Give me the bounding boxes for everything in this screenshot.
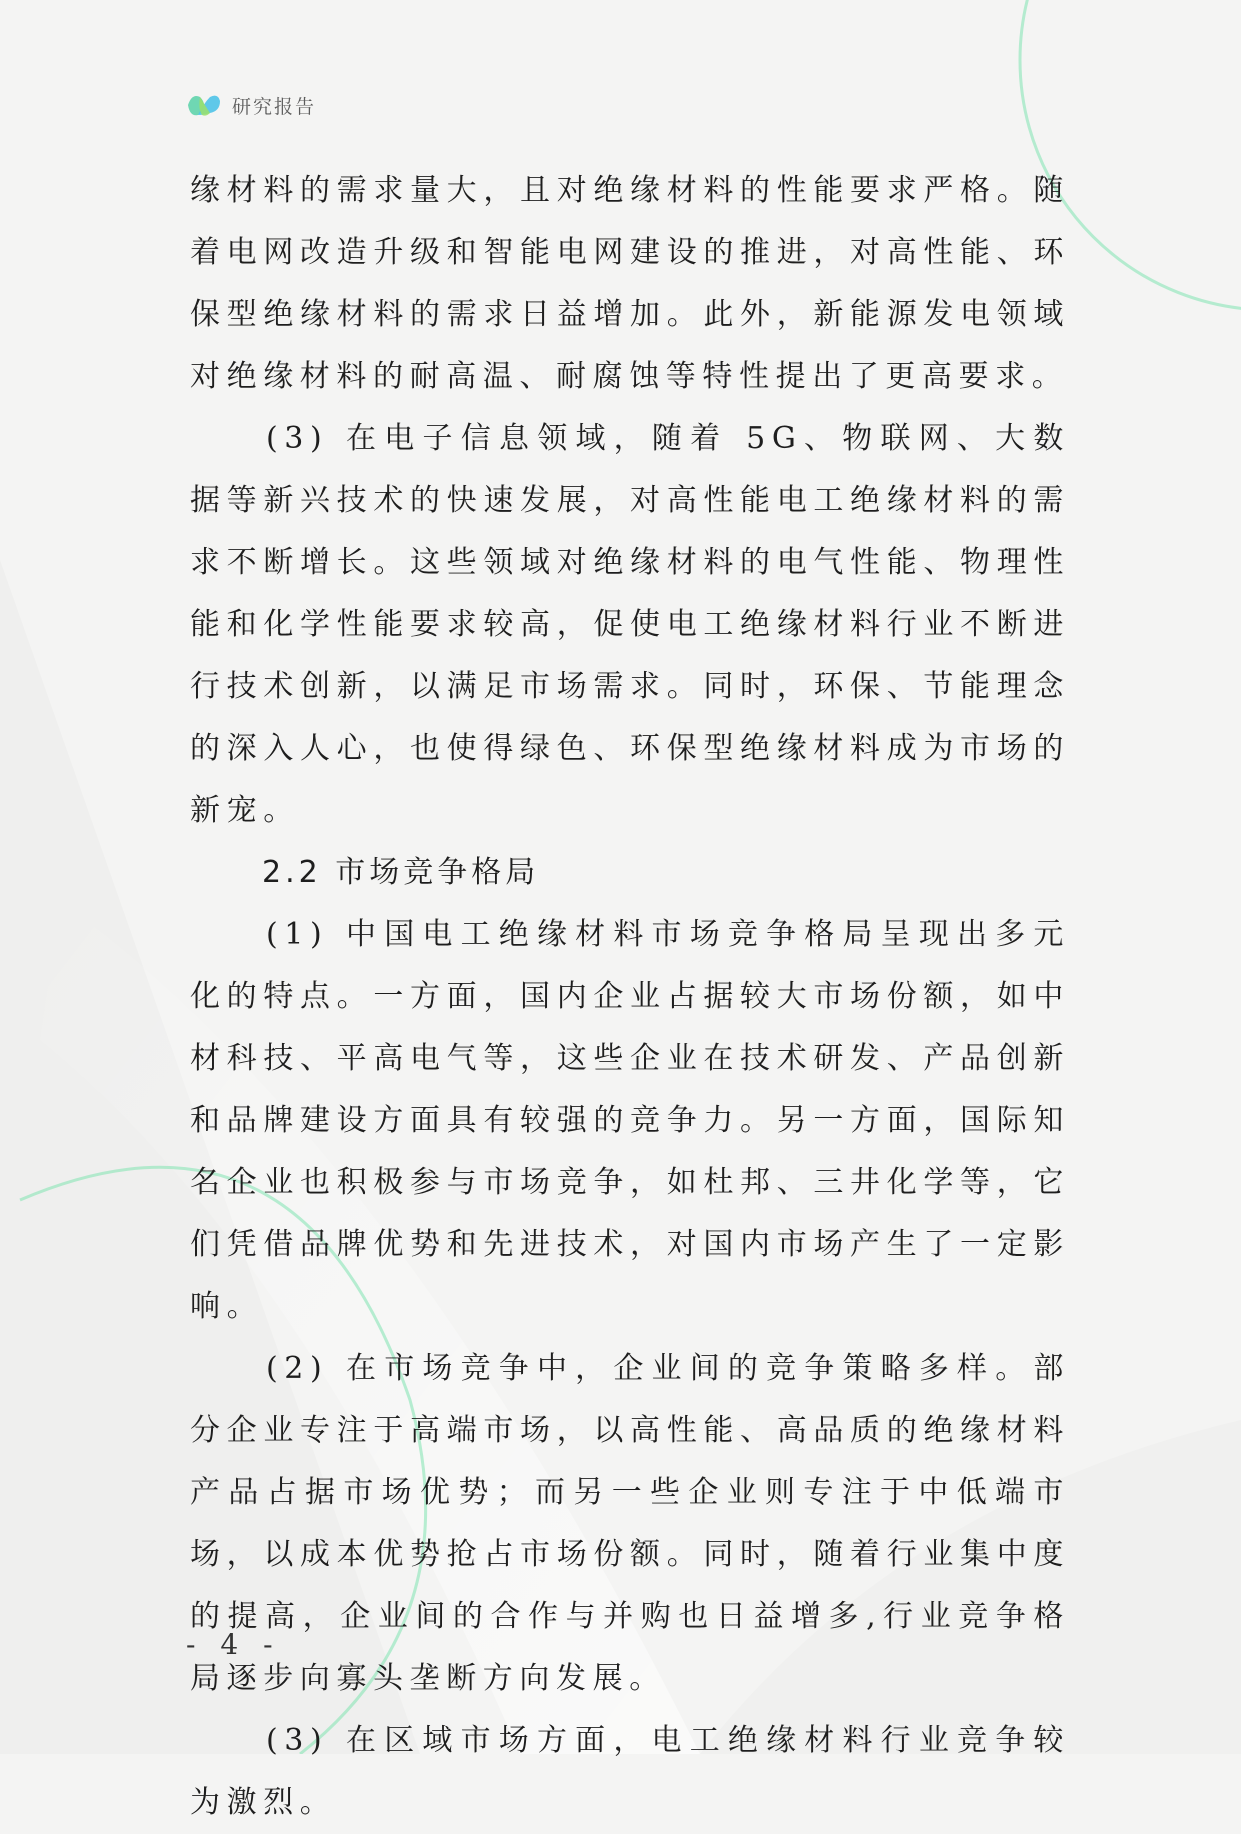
report-header (186, 86, 316, 124)
paragraph-electronics: (3) 在电子信息领域，随着 5G、物联网、大数据等新兴技术的快速发展，对高性能电工绝缘材料的需求不断增长。这些领域对绝缘材料的电气性能、物理性能和化学性能要求较高，促使电工绝缘材料行业不断进行技术创新，以满足市场需求。同时，环保、节能理念的深入人心，也使得绿色、环保型绝缘材料成为市场的新宠。 (190, 421, 1070, 828)
brand-logo-icon (186, 89, 222, 121)
section-heading: 2.2 市场竞争格局 (262, 855, 540, 890)
document-body (190, 160, 1070, 1834)
paragraph-competition-1: (1) 中国电工绝缘材料市场竞争格局呈现出多元化的特点。一方面，国内企业占据较大市场份额，如中材科技、平高电气等，这些企业在技术研发、产品创新和品牌建设方面具有较强的竞争力。另一方面，国际知名企业也积极参与市场竞争，如杜邦、三井化学等，它们凭借品牌优势和先进技术，对国内市场产生了一定影响。 (190, 917, 1070, 1324)
page-number: - 4 - (186, 1628, 281, 1661)
header-title: 研究报告 (232, 95, 317, 118)
paragraph-competition-3: (3) 在区域市场方面，电工绝缘材料行业竞争较为激烈。 (190, 1723, 1070, 1820)
paragraph-competition-2: (2) 在市场竞争中，企业间的竞争策略多样。部分企业专注于高端市场，以高性能、高品质的绝缘材料产品占据市场优势；而另一些企业则专注于中低端市场，以成本优势抢占市场份额。同时，随着行业集中度的提高，企业间的合作与并购也日益增多,行业竞争格局逐步向寡头垄断方向发展。 (190, 1351, 1070, 1696)
paragraph-continuation: 缘材料的需求量大，且对绝缘材料的性能要求严格。随着电网改造升级和智能电网建设的推进，对高性能、环保型绝缘材料的需求日益增加。此外，新能源发电领域对绝缘材料的耐高温、耐腐蚀等特性提出了更高要求。 (190, 173, 1070, 394)
